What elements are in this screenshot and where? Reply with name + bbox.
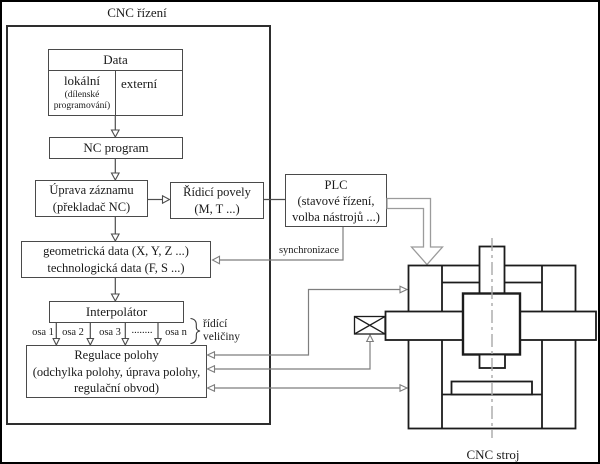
data-box-header: Data: [49, 50, 182, 71]
external-label: externí: [121, 76, 158, 91]
data-box: [48, 49, 183, 116]
machine-columns: [442, 266, 542, 429]
plc-line-1: PLC: [324, 178, 348, 192]
regulace-line-2: (odchylka polohy, úprava polohy,: [32, 364, 201, 379]
axis-label-1: osa 1: [32, 327, 54, 338]
ridici-veliciny-label: [203, 318, 240, 344]
povely-line-1: Řídicí povely: [183, 185, 251, 199]
arrowhead-right-machine-2: [400, 385, 407, 392]
geometric-data-box: [21, 241, 211, 278]
local-label: lokální: [63, 73, 101, 88]
plc-line-2: (stavové řízení,: [297, 194, 375, 208]
machine-spindle-nose: [480, 355, 506, 369]
geom-line-1: geometrická data (X, Y, Z ...): [43, 244, 189, 258]
machine-cross-beam: [386, 312, 597, 341]
synchronizace-label: synchronizace: [278, 245, 340, 256]
cnc-machine-drawing: [355, 247, 597, 429]
axis-label-2: osa 2: [62, 327, 84, 338]
regulace-line-1: Regulace polohy: [74, 348, 159, 362]
ridici-povely-box: [170, 182, 264, 219]
povely-line-2: (M, T ...): [194, 202, 240, 216]
motor-cross-icon: [355, 317, 386, 335]
regulace-line-3: regulační obvod): [73, 381, 160, 395]
machine-drive-motor: [355, 317, 386, 335]
machine-frame: [409, 266, 576, 429]
axis-label-3: osa 3: [99, 327, 121, 338]
machine-spindle-head: [463, 294, 520, 355]
axis-label-dots: ........: [131, 325, 153, 336]
plc-line-3: volba nástrojů ...): [292, 210, 380, 224]
machine-table: [452, 382, 533, 395]
data-box-local-cell: [49, 71, 115, 115]
arrowhead-right-machine-1: [400, 286, 407, 293]
axis-label-n: osa n: [165, 327, 187, 338]
uprava-line-2: (překladač NC): [52, 200, 131, 214]
plc-to-machine-hollow-arrow: [387, 199, 443, 265]
cnc-machine-label: CNC stroj: [466, 447, 520, 462]
regulace-polohy-box: [26, 345, 207, 398]
arrowhead-up-motor: [367, 335, 374, 342]
data-box-external-cell: [115, 71, 182, 115]
diagram-title: CNC řízení: [107, 5, 167, 20]
ridici-veliciny-line-2: veličiny: [203, 331, 241, 343]
local-note-2: programování): [53, 101, 111, 111]
machine-spindle-column: [480, 247, 505, 294]
nc-program-box: NC program: [49, 137, 183, 159]
ridici-veliciny-line-1: řídící: [203, 318, 228, 330]
plc-box: [285, 174, 387, 227]
uprava-zaznamu-box: [35, 180, 148, 217]
geom-line-2: technologická data (F, S ...): [47, 261, 185, 275]
motor-box: [355, 317, 386, 335]
uprava-line-1: Úprava záznamu: [49, 183, 134, 197]
local-note-1: (dílenské: [64, 90, 100, 100]
interpolator-box: Interpolátor: [49, 301, 184, 323]
